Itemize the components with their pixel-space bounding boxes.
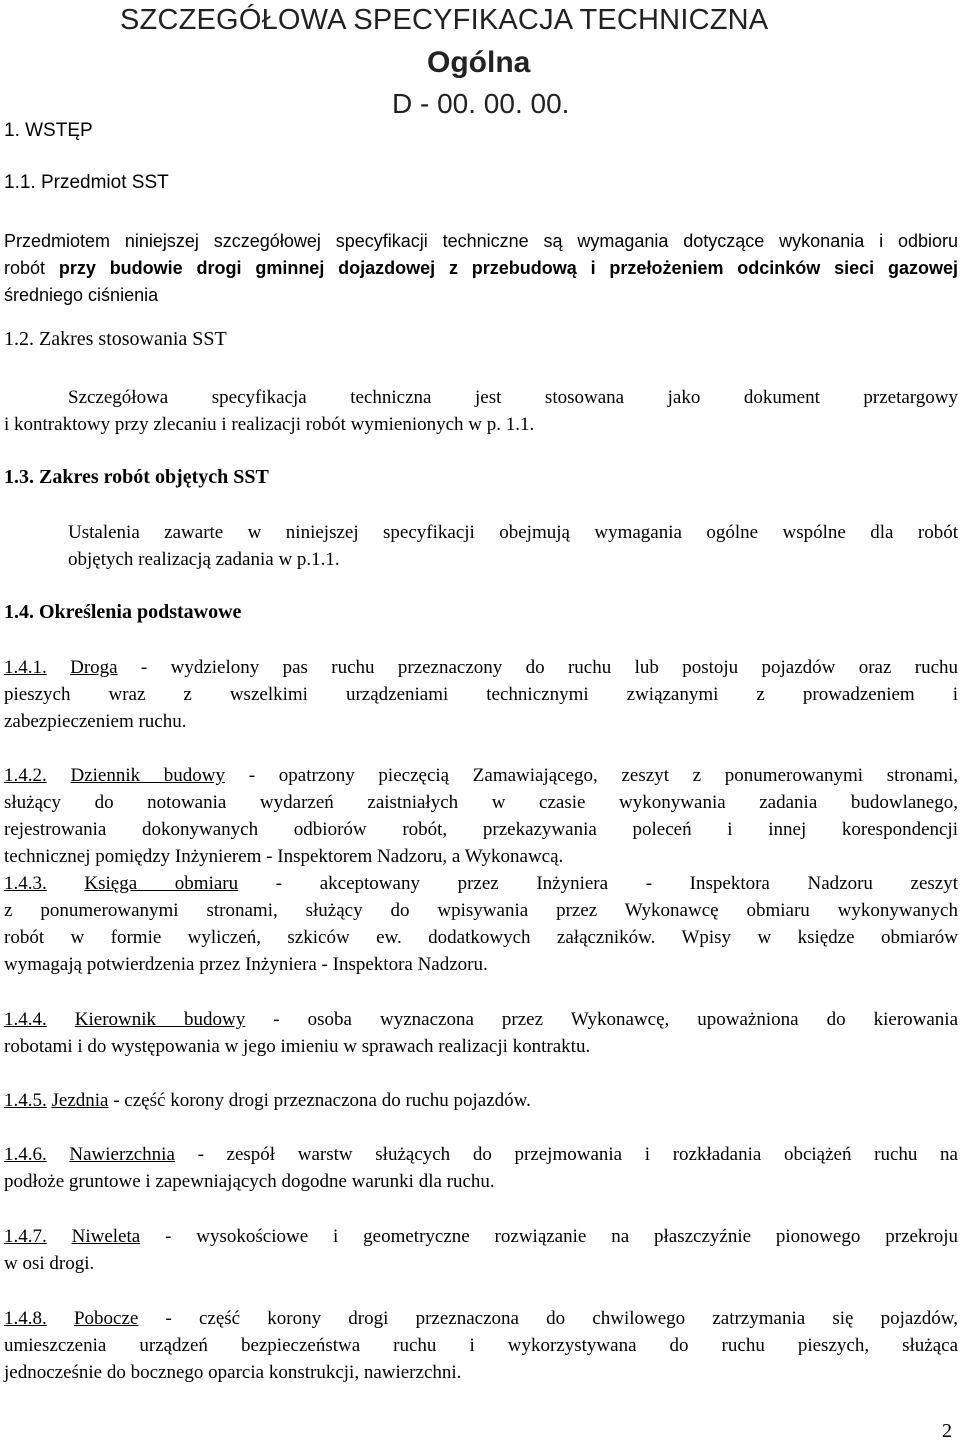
definition-line: umieszczenia urządzeń bezpieczeństwa ruchu i wykorzystywana do ruchu pieszych, służąca bbox=[4, 1335, 958, 1356]
document-subtitle: Ogólna bbox=[427, 46, 531, 79]
definition-line: rejestrowania dokonywanych odbiorów robót, przekazywania poleceń i innej korespondencji bbox=[4, 819, 958, 840]
section-1-2-text bbox=[4, 384, 958, 438]
page-number: 2 bbox=[942, 1420, 952, 1442]
definition-text: - opatrzony pieczęcią Zamawiającego, zeszyt z ponumerowanymi stronami, bbox=[225, 765, 958, 786]
section-1-3-line-2: objętych realizacją zadania w p.1.1. bbox=[68, 549, 340, 570]
definition-term: Droga bbox=[70, 657, 118, 678]
definition-number: 1.4.2. bbox=[4, 765, 47, 786]
definition-text: - wysokościowe i geometryczne rozwiązanie na płaszczyźnie pionowego przekroju bbox=[140, 1226, 958, 1247]
definition-text: - osoba wyznaczona przez Wykonawcę, upoważniona do kierowania bbox=[245, 1009, 959, 1030]
definition-number: 1.4.3. bbox=[4, 873, 47, 894]
definition-line bbox=[4, 870, 958, 897]
definition-number: 1.4.5. bbox=[4, 1090, 47, 1111]
definition-line: wymagają potwierdzenia przez Inżyniera - Inspektora Nadzoru. bbox=[4, 954, 488, 975]
definition-number: 1.4.1. bbox=[4, 657, 47, 678]
section-heading-1-2: 1.2. Zakres stosowania SST bbox=[4, 328, 227, 350]
section-heading-1-4: 1.4. Określenia podstawowe bbox=[4, 601, 242, 623]
section-1-1-bold: przy budowie drogi gminnej dojazdowej z przebudową i przełożeniem odcinków sieci gazowej bbox=[58, 258, 958, 278]
definition-number: 1.4.7. bbox=[4, 1226, 47, 1247]
section-1-1-line-3: średniego ciśnienia bbox=[4, 285, 159, 305]
definition-number: 1.4.4. bbox=[4, 1009, 47, 1030]
section-1-2-line-1: Szczegółowa specyfikacja techniczna jest stosowana jako dokument przetargowy bbox=[68, 387, 958, 408]
definition-text: - akceptowany przez Inżyniera - Inspektora Nadzoru zeszyt bbox=[238, 873, 959, 894]
definition-term: Nawierzchnia bbox=[69, 1144, 175, 1165]
definition-term: Pobocze bbox=[73, 1308, 139, 1329]
definition-jezdnia bbox=[4, 1087, 958, 1114]
definition-niweleta bbox=[4, 1223, 958, 1277]
definition-line: robotami i do występowania w jego imieniu w sprawach realizacji kontraktu. bbox=[4, 1036, 591, 1057]
document-code: D - 00. 00. 00. bbox=[392, 88, 570, 119]
definition-pobocze bbox=[4, 1305, 958, 1386]
definition-line bbox=[4, 654, 958, 681]
definition-term: Dziennik budowy bbox=[70, 765, 226, 786]
section-heading-1-3: 1.3. Zakres robót objętych SST bbox=[4, 466, 269, 488]
definition-droga bbox=[4, 654, 958, 735]
section-1-3-line-1: Ustalenia zawarte w niniejszej specyfikacji obejmują wymagania ogólne wspólne dla robót bbox=[68, 522, 958, 543]
section-heading-1: 1. WSTĘP bbox=[4, 120, 93, 141]
section-1-1-text bbox=[4, 228, 958, 309]
definition-line: jednocześnie do bocznego oparcia konstrukcji, nawierzchni. bbox=[4, 1362, 462, 1383]
section-1-2-line-2: i kontraktowy przy zlecaniu i realizacji robót wymienionych w p. 1.1. bbox=[4, 414, 535, 435]
definition-nawierzchnia bbox=[4, 1141, 958, 1195]
definition-line bbox=[4, 1006, 958, 1033]
definition-text: - wydzielony pas ruchu przeznaczony do ruchu lub postoju pojazdów oraz ruchu bbox=[117, 657, 958, 678]
definition-line bbox=[4, 1305, 958, 1332]
section-1-3-text bbox=[4, 519, 958, 573]
definition-kierownik-budowy bbox=[4, 1006, 958, 1060]
definition-term: Niweleta bbox=[71, 1226, 141, 1247]
definition-text: - zespół warstw służących do przejmowania i rozkładania obciążeń ruchu na bbox=[174, 1144, 958, 1165]
definition-line: pieszych wraz z wszelkimi urządzeniami technicznymi związanymi z prowadzeniem i bbox=[4, 684, 958, 705]
definition-line bbox=[4, 1141, 958, 1168]
definition-term: Jezdnia bbox=[51, 1090, 109, 1111]
document-title: SZCZEGÓŁOWA SPECYFIKACJA TECHNICZNA bbox=[120, 4, 769, 36]
section-1-1-line-1: Przedmiotem niniejszej szczegółowej specyfikacji techniczne są wymagania dotyczące wykonania i odbioru bbox=[4, 231, 958, 251]
section-heading-1-1: 1.1. Przedmiot SST bbox=[4, 172, 169, 193]
definition-ksiega-obmiaru bbox=[4, 870, 958, 978]
definition-line: podłoże gruntowe i zapewniających dogodne warunki dla ruchu. bbox=[4, 1171, 495, 1192]
definition-term: Kierownik budowy bbox=[74, 1009, 246, 1030]
definition-line bbox=[4, 762, 958, 789]
definition-line bbox=[4, 1087, 958, 1114]
definition-line: zabezpieczeniem ruchu. bbox=[4, 711, 187, 732]
definition-line: w osi drogi. bbox=[4, 1253, 95, 1274]
definition-line: technicznej pomiędzy Inżynierem - Inspektorem Nadzoru, a Wykonawcą. bbox=[4, 846, 564, 867]
definition-dziennik-budowy bbox=[4, 762, 958, 870]
section-1-1-lead: robót bbox=[4, 258, 46, 278]
definition-line: służący do notowania wydarzeń zaistniałych w czasie wykonywania zadania budowlanego, bbox=[4, 792, 958, 813]
definition-number: 1.4.8. bbox=[4, 1308, 47, 1329]
definition-line: robót w formie wyliczeń, szkiców ew. dodatkowych załączników. Wpisy w księdze obmiarów bbox=[4, 927, 958, 948]
definition-number: 1.4.6. bbox=[4, 1144, 47, 1165]
definition-line bbox=[4, 1223, 958, 1250]
definition-line: z ponumerowanymi stronami, służący do wpisywania przez Wykonawcę obmiaru wykonywanych bbox=[4, 900, 958, 921]
definition-text: - część korony drogi przeznaczona do ruchu pojazdów. bbox=[108, 1090, 531, 1111]
definition-text: - część korony drogi przeznaczona do chwilowego zatrzymania się pojazdów, bbox=[138, 1308, 959, 1329]
definition-term: Księga obmiaru bbox=[84, 873, 239, 894]
section-1-1-line-2 bbox=[4, 255, 958, 282]
